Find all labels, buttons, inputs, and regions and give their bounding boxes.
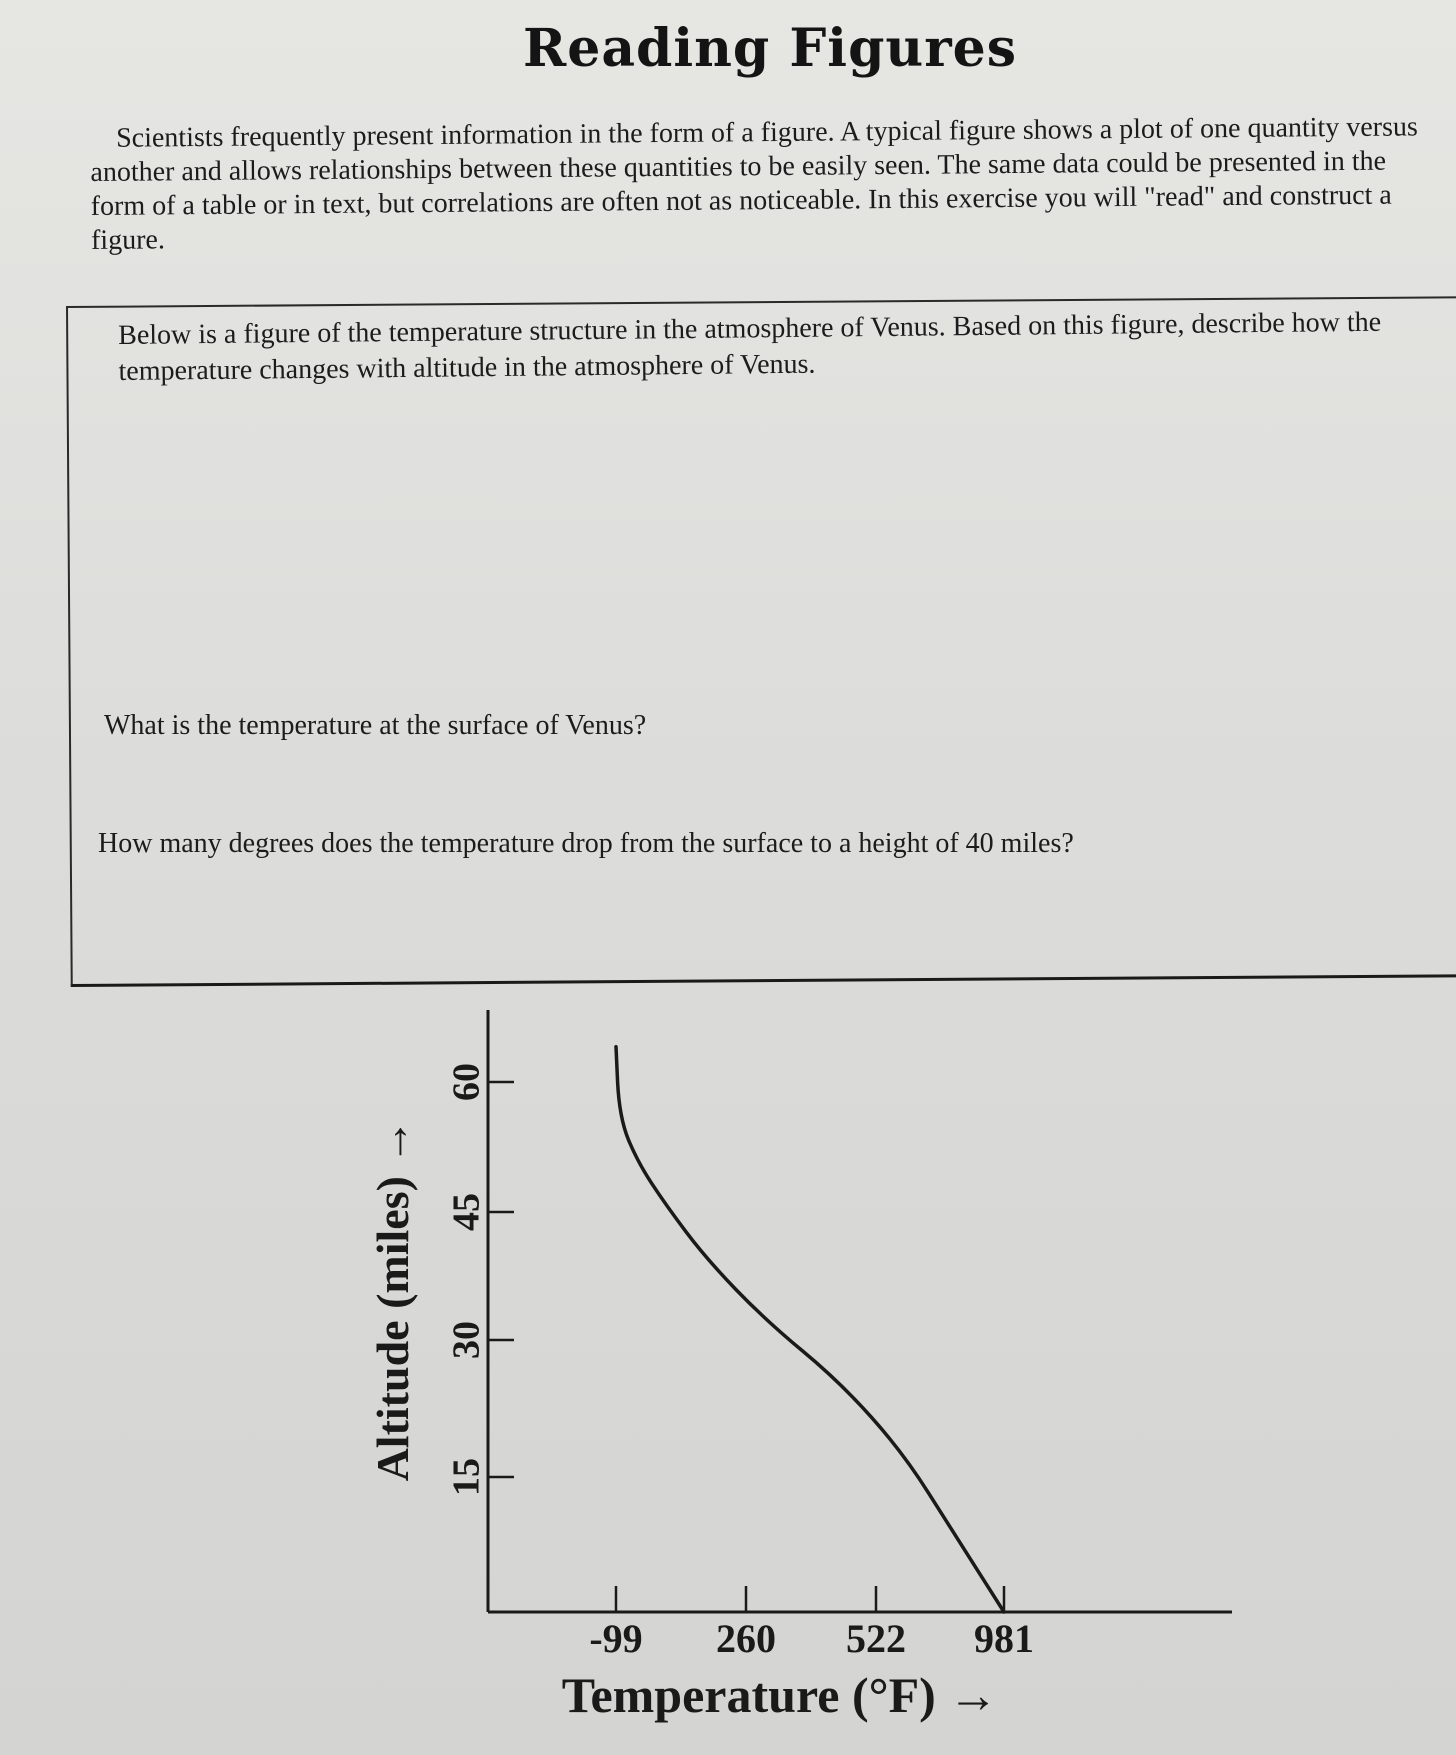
page-title: Reading Figures — [523, 18, 1017, 79]
x-tick-label: 260 — [716, 1616, 776, 1661]
question-surface-temperature: What is the temperature at the surface of Venus? — [104, 710, 647, 741]
x-tick-label: 981 — [974, 1616, 1034, 1661]
temperature-curve — [616, 1047, 1004, 1612]
y-tick-label: 45 — [445, 1193, 488, 1231]
intro-paragraph: Scientists frequently present information in the form of a figure. A typical figure shows a plot of one quantity versus another and allows relationships between these quantities to be easily seen. The same data could be presented in the form of a table or in text, but correlations are often not as noticeable. In this exercise you will "read" and construct a figure. — [90, 111, 1418, 256]
y-axis-ticks — [446, 1063, 514, 1496]
question-temperature-drop: How many degrees does the temperature drop from the surface to a height of 40 miles? — [98, 828, 1074, 859]
x-tick-label: 522 — [846, 1616, 906, 1661]
x-axis-ticks — [589, 1586, 1034, 1661]
y-tick-label: 15 — [445, 1458, 488, 1496]
chart-axes — [488, 1010, 1232, 1612]
y-tick-label: 60 — [445, 1063, 488, 1101]
chart-series — [616, 1047, 1004, 1612]
y-tick-label: 30 — [445, 1321, 488, 1359]
question-describe-temperature: Below is a figure of the temperature structure in the atmosphere of Venus. Based on this figure, describe how the temperature changes with altitude in the atmosphere of Venus. — [118, 306, 1382, 387]
y-axis-label: Altitude (miles) → — [367, 1118, 418, 1482]
x-axis-label: Temperature (°F) → — [561, 1667, 999, 1723]
x-tick-label: -99 — [589, 1616, 643, 1661]
